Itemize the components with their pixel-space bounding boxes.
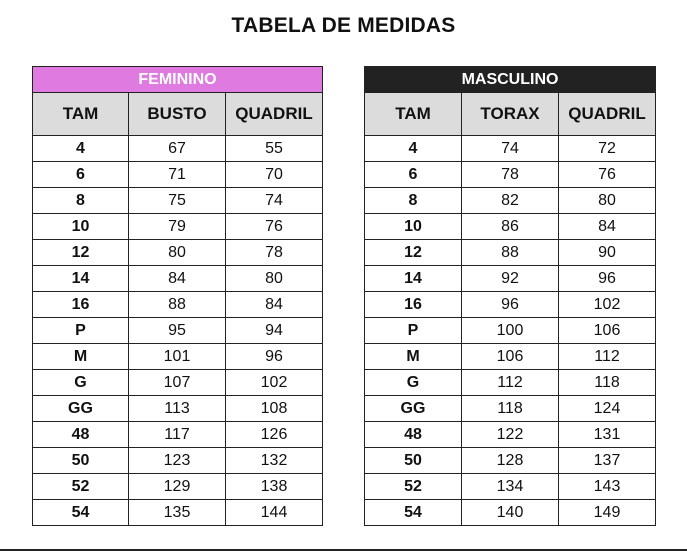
size-cell: 54	[365, 500, 462, 526]
measure-2-cell: 143	[559, 474, 656, 500]
masculino-table-row	[365, 370, 656, 396]
size-cell: GG	[33, 396, 129, 422]
measure-1-cell: 107	[129, 370, 226, 396]
measure-2-cell: 106	[559, 318, 656, 344]
measure-2-cell: 118	[559, 370, 656, 396]
size-cell: 50	[365, 448, 462, 474]
feminino-table-row	[33, 474, 323, 500]
masculino-table-row	[365, 344, 656, 370]
size-cell: 8	[33, 188, 129, 214]
measure-1-cell: 112	[462, 370, 559, 396]
size-cell: 14	[33, 266, 129, 292]
measure-2-cell: 84	[226, 292, 323, 318]
measure-2-cell: 94	[226, 318, 323, 344]
measure-1-cell: 123	[129, 448, 226, 474]
size-cell: P	[33, 318, 129, 344]
feminino-table-row	[33, 448, 323, 474]
masculino-table-body	[365, 136, 656, 526]
size-cell: 48	[33, 422, 129, 448]
feminino-table-row	[33, 266, 323, 292]
size-cell: M	[33, 344, 129, 370]
masculino-table-row	[365, 422, 656, 448]
measure-2-cell: 102	[226, 370, 323, 396]
feminino-table-row	[33, 500, 323, 526]
measure-1-cell: 88	[129, 292, 226, 318]
measure-2-cell: 131	[559, 422, 656, 448]
size-cell: 10	[365, 214, 462, 240]
measure-1-cell: 140	[462, 500, 559, 526]
measure-2-cell: 80	[559, 188, 656, 214]
measure-1-cell: 75	[129, 188, 226, 214]
feminino-table	[32, 66, 323, 526]
measure-2-cell: 124	[559, 396, 656, 422]
size-cell: 48	[365, 422, 462, 448]
measure-1-cell: 86	[462, 214, 559, 240]
bottom-divider	[0, 549, 687, 551]
size-cell: 8	[365, 188, 462, 214]
column-header-tam: TAM	[365, 93, 462, 136]
measure-2-cell: 72	[559, 136, 656, 162]
measure-2-cell: 138	[226, 474, 323, 500]
size-cell: G	[365, 370, 462, 396]
measure-2-cell: 80	[226, 266, 323, 292]
measure-1-cell: 79	[129, 214, 226, 240]
measure-1-cell: 101	[129, 344, 226, 370]
feminino-table-row	[33, 370, 323, 396]
feminino-table-row	[33, 396, 323, 422]
size-cell: P	[365, 318, 462, 344]
measure-2-cell: 90	[559, 240, 656, 266]
size-cell: 14	[365, 266, 462, 292]
measure-1-cell: 113	[129, 396, 226, 422]
measure-1-cell: 106	[462, 344, 559, 370]
column-header-quadril: QUADRIL	[226, 93, 323, 136]
measure-2-cell: 84	[559, 214, 656, 240]
feminino-table-row	[33, 188, 323, 214]
size-cell: 4	[365, 136, 462, 162]
size-cell: 6	[33, 162, 129, 188]
measure-1-cell: 100	[462, 318, 559, 344]
masculino-table-row	[365, 188, 656, 214]
column-header-busto: BUSTO	[129, 93, 226, 136]
masculino-table-row	[365, 318, 656, 344]
measure-1-cell: 129	[129, 474, 226, 500]
measure-1-cell: 71	[129, 162, 226, 188]
size-cell: 4	[33, 136, 129, 162]
measure-1-cell: 117	[129, 422, 226, 448]
measure-2-cell: 108	[226, 396, 323, 422]
feminino-table-row	[33, 162, 323, 188]
feminino-header: FEMININO	[33, 67, 323, 93]
size-cell: G	[33, 370, 129, 396]
feminino-table-body	[33, 136, 323, 526]
measure-1-cell: 134	[462, 474, 559, 500]
measure-2-cell: 78	[226, 240, 323, 266]
page-title: TABELA DE MEDIDAS	[231, 14, 456, 37]
size-cell: 50	[33, 448, 129, 474]
measure-2-cell: 55	[226, 136, 323, 162]
measure-1-cell: 67	[129, 136, 226, 162]
masculino-table-row	[365, 396, 656, 422]
measure-2-cell: 126	[226, 422, 323, 448]
masculino-table-row	[365, 240, 656, 266]
measure-2-cell: 96	[226, 344, 323, 370]
size-cell: 52	[365, 474, 462, 500]
measure-1-cell: 118	[462, 396, 559, 422]
feminino-table-row	[33, 318, 323, 344]
size-cell: 16	[33, 292, 129, 318]
column-header-tam: TAM	[33, 93, 129, 136]
masculino-table	[364, 66, 656, 526]
column-header-torax: TORAX	[462, 93, 559, 136]
masculino-table-row	[365, 474, 656, 500]
measure-2-cell: 70	[226, 162, 323, 188]
measure-2-cell: 76	[226, 214, 323, 240]
size-cell: 10	[33, 214, 129, 240]
measure-1-cell: 82	[462, 188, 559, 214]
size-cell: 54	[33, 500, 129, 526]
feminino-table-row	[33, 240, 323, 266]
size-cell: 12	[365, 240, 462, 266]
measure-2-cell: 112	[559, 344, 656, 370]
measure-2-cell: 137	[559, 448, 656, 474]
measure-1-cell: 92	[462, 266, 559, 292]
measure-1-cell: 128	[462, 448, 559, 474]
masculino-table-row	[365, 162, 656, 188]
feminino-table-row	[33, 344, 323, 370]
measure-1-cell: 74	[462, 136, 559, 162]
measure-2-cell: 149	[559, 500, 656, 526]
measure-1-cell: 84	[129, 266, 226, 292]
measure-1-cell: 78	[462, 162, 559, 188]
measure-1-cell: 95	[129, 318, 226, 344]
size-cell: 6	[365, 162, 462, 188]
feminino-table-row	[33, 292, 323, 318]
size-cell: GG	[365, 396, 462, 422]
measure-2-cell: 96	[559, 266, 656, 292]
measure-2-cell: 132	[226, 448, 323, 474]
feminino-table-row	[33, 422, 323, 448]
measure-2-cell: 74	[226, 188, 323, 214]
masculino-table-row	[365, 292, 656, 318]
masculino-table-row	[365, 136, 656, 162]
size-cell: 52	[33, 474, 129, 500]
size-cell: 12	[33, 240, 129, 266]
measure-1-cell: 96	[462, 292, 559, 318]
measure-1-cell: 135	[129, 500, 226, 526]
masculino-table-row	[365, 500, 656, 526]
measure-2-cell: 144	[226, 500, 323, 526]
column-header-quadril: QUADRIL	[559, 93, 656, 136]
measure-2-cell: 102	[559, 292, 656, 318]
measure-2-cell: 76	[559, 162, 656, 188]
size-cell: M	[365, 344, 462, 370]
feminino-table-row	[33, 136, 323, 162]
masculino-table-row	[365, 266, 656, 292]
feminino-table-row	[33, 214, 323, 240]
masculino-header: MASCULINO	[365, 67, 656, 93]
masculino-table-row	[365, 214, 656, 240]
masculino-table-row	[365, 448, 656, 474]
measure-1-cell: 88	[462, 240, 559, 266]
measure-1-cell: 122	[462, 422, 559, 448]
size-cell: 16	[365, 292, 462, 318]
measure-1-cell: 80	[129, 240, 226, 266]
